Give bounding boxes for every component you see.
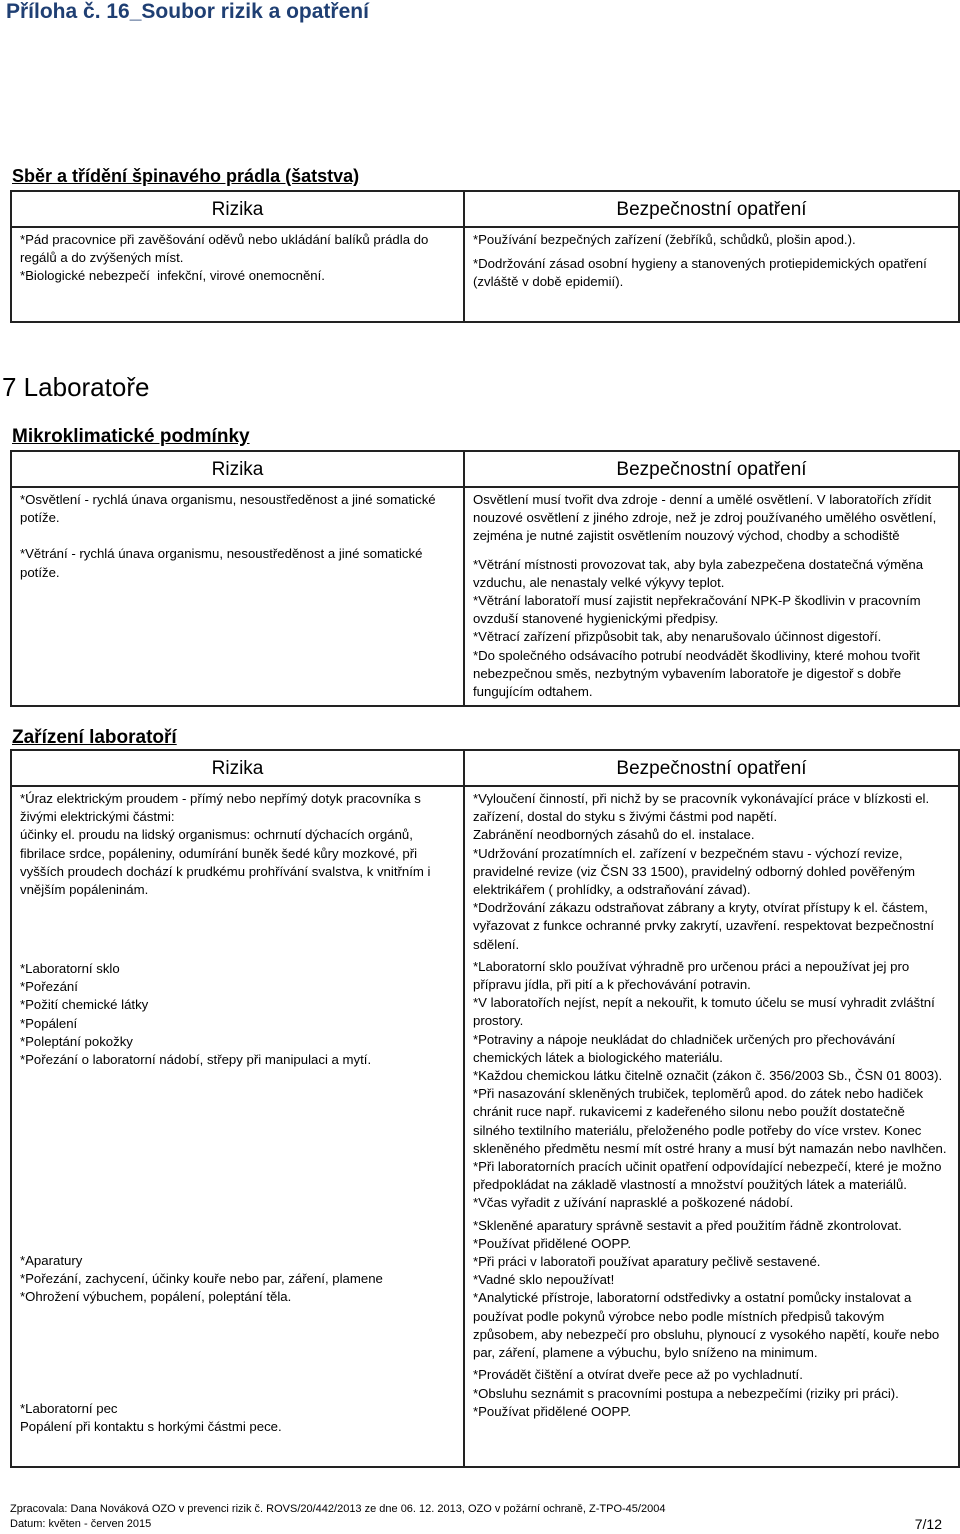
measures-column-header: Bezpečnostní opatření (464, 451, 959, 487)
chapter-heading: 7 Laboratoře (2, 372, 150, 402)
risks-cell (11, 487, 464, 706)
laundry-risk-table (10, 190, 960, 323)
measures-cell (464, 227, 959, 322)
measures-cell (464, 786, 959, 1467)
risks-column-header: Rizika (11, 451, 464, 487)
risk-item-electric: *Úraz elektrickým proudem - přímý nebo nepřímý dotyk pracovníka s živými elektrickými částmi: účinky el. proudu na lidský organismus: ochrnutí dýchacích orgánů, fibrilace srdce, popáleniny, odumírání buněk šedé kůry mozkové, při vyšších proudech dochází k prudkému prohřívání svalstva, k vnitřním i vnějším popáleninám. (20, 791, 431, 898)
measure-item: *Větrání místnosti provozovat tak, aby byla zabezpečena dostatečná výměna vzduchu, ale nenastaly velké výkyvy teplot. *Větrání laboratoří musí zajistit nepřekračování NPK-P škodlivin v pracovním ovzduší stanovené hygienickými předpisy. *Větrací zařízení přizpůsobit tak, aby nenarušovalo účinnost digestoří. *Do společného odsávacího potrubí neodvádět škodliviny, které mohou tvořit nebezpečnou směs, nezbytným vybavením laboratoře je digestoř s dobře fungujícím odtahem. (473, 556, 924, 700)
footer-date: Datum: květen - červen 2015 (10, 1518, 152, 1530)
measures-column-header: Bezpečnostní opatření (464, 750, 959, 786)
risk-item: *Biologické nebezpečí infekční, virové onemocnění. (20, 268, 325, 284)
risks-column-header: Rizika (11, 191, 464, 227)
risk-item: *Pád pracovnice při zavěšování oděvů nebo ukládání balíků prádla do regálů a do zvýšených míst. (20, 232, 433, 266)
section-heading-laundry: Sběr a třídění špinavého prádla (šatstva) (12, 166, 360, 186)
measure-item-apparatus: *Skleněné aparatury správně sestavit a před použitím řádně zkontrolovat. *Používat přidělené OOPP. *Při práci v laboratoři používat aparatury pečlivě sestavené. *Vadné sklo nepoužívat! *Analytické přístroje, laboratorní odstředivky a ostatní pomůcky instalovat a používat podle pokynů výrobce nebo podle místních předpisů takovým způsobem, aby nebezpečí pro obsluhu, plynoucí z vysokého napětí, kouře nebo par, záření, plamene a výbuchu, bylo sníženo na minimum. (473, 1217, 940, 1361)
measure-item: Osvětlení musí tvořit dva zdroje - denní a umělé osvětlení. V laboratořích zřídit nouzové osvětlení z jiného zdroje, než je zdroj používaného umělého osvětlení, zejména je nutné zajistit osvětlením nouzový východ, chodby a schodiště (473, 492, 940, 544)
risk-item-glass: *Laboratorní sklo *Pořezání *Požití chemické látky *Popálení *Poleptání pokožky *Pořezání o laboratorní nádobí, střepy při manipulaci a mytí. (20, 961, 372, 1068)
measure-item: *Dodržování zásad osobní hygieny a stanovených protiepidemických opatření (zvláště v době epidemií). (473, 256, 931, 290)
measure-item-furnace: *Provádět čištění a otvírat dveře pece až po vychladnutí. *Obsluhu seznámit s pracovními postupa a nebezpečími (riziky pri práci). *Používat přidělené OOPP. (473, 1367, 899, 1419)
measures-column-header: Bezpečnostní opatření (464, 191, 959, 227)
measure-item: *Používání bezpečných zařízení (žebříků, schůdků, plošin apod.). (473, 232, 856, 247)
section-heading-equipment: Zařízení laboratoří (12, 727, 177, 748)
risks-column-header: Rizika (11, 750, 464, 786)
risk-item-apparatus: *Aparatury *Pořezání, zachycení, účinky kouře nebo par, záření, plamene *Ohrožení výbuchem, popálení, poleptání těla. (20, 1253, 383, 1305)
risk-item: *Větrání - rychlá únava organismu, nesoustředěnost a jiné somatické potíže. (20, 546, 427, 580)
document-title: Příloha č. 16_Soubor rizik a opatření (6, 0, 369, 23)
risk-item: *Osvětlení - rychlá únava organismu, nesoustředěnost a jiné somatické potíže. (20, 492, 440, 526)
risks-cell (11, 227, 464, 322)
page-number: 7/12 (914, 1516, 942, 1532)
measures-cell (464, 487, 959, 706)
risks-cell (11, 786, 464, 1467)
microclimate-risk-table (10, 450, 960, 707)
section-heading-microclimate: Mikroklimatické podmínky (12, 426, 250, 447)
equipment-risk-table (10, 749, 960, 1468)
measure-item-glass: *Laboratorní sklo používat výhradně pro určenou práci a nepoužívat jej pro přípravu jídla, při pití a k přechovávání potravin. *V laboratořích nejíst, nepít a nekouřit, k tomuto účelu se musí vyhradit zvláštní prostory. *Potraviny a nápoje neukládat do chladniček určených pro přechovávání chemických látek a biologického materiálu. *Každou chemickou látku čitelně označit (zákon č. 356/2003 Sb., ČSN 01 8003). *Při nasazování skleněných trubiček, teploměrů apod. do zátek nebo hadiček chránit ruce např. rukavicemi z kadeřeného silonu nebo použít dostatečně silného textilního materiálu, přeloženého podle potřeby do více vrstev. Konec skleněného předmětu nesmí mít ostré hrany a musí být namazán nebo navlhčen. *Při laboratorních pracích učinit opatření odpovídající nebezpečí, které je možno předpokládat na základě vlastností a množství použitých látek a materiálů. *Včas vyřadit z užívání naprasklé a poškozené nádobí. (473, 958, 947, 1211)
risk-item-furnace: *Laboratorní pec Popálení při kontaktu s horkými částmi pece. (20, 1401, 282, 1435)
measure-item-electric: *Vyloučení činností, při nichž by se pracovník vykonávající práce v blízkosti el. zařízení, dostal do styku s živými částmi pod napětí. Zabránění neodborných zásahů do el. instalace. *Udržování prozatímních el. zařízení v bezpečném stavu - výchozí revize, pravidelné revize (viz ČSN 33 1500), pravidelný odborný dohled pověřeným elektrikářem ( prohlídky, a odstraňování závad). *Dodržování zákazu odstraňovat zábrany a kryty, otvírat přístupy k el. částem, vyřazovat z funkce ochranné prvky zakrytí, uzavření. respektovat bezpečnostní sdělení. (473, 791, 935, 952)
footer-author: Zpracovala: Dana Nováková OZO v prevenci rizik č. ROVS/20/442/2013 ze dne 06. 12. 2013, OZO v požární ochraně, Z-TPO-45/2004 (10, 1503, 666, 1515)
